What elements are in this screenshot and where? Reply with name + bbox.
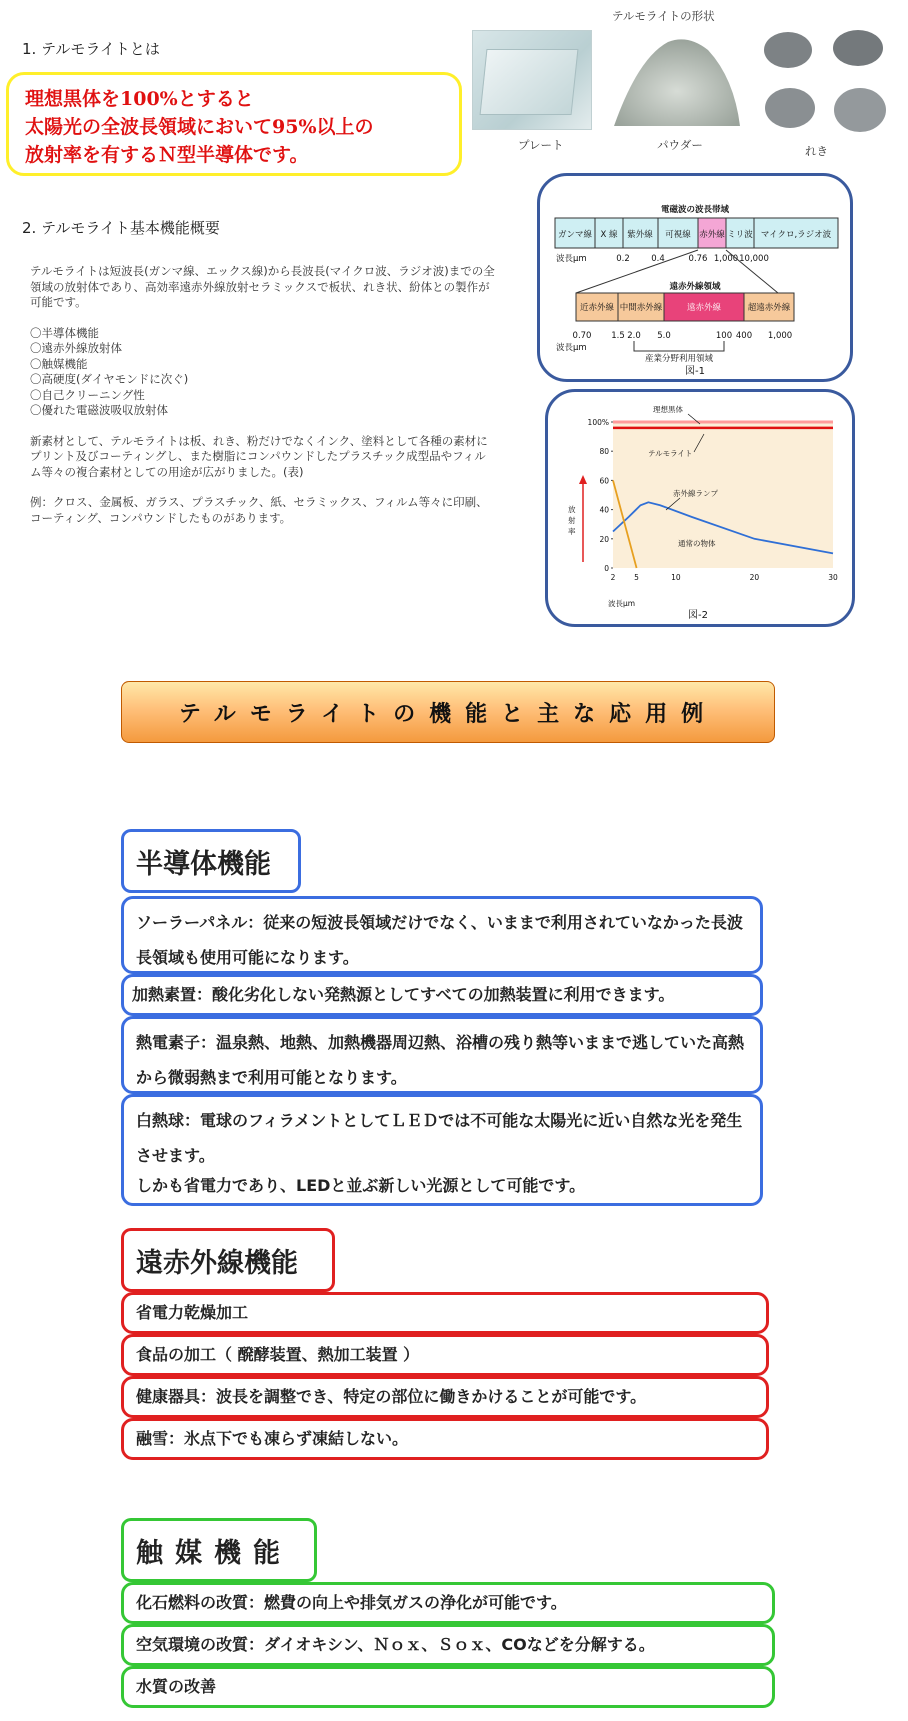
wave-tick: 0.4 <box>651 254 665 264</box>
incandescent-note: しかも省電力であり、LEDと並ぶ新しい光源として可能です。 <box>136 1176 586 1195</box>
catalyst-title: 触媒機能 <box>121 1518 317 1582</box>
x-tick-label: 5 <box>634 573 639 582</box>
wave-tick: 0.76 <box>688 254 708 264</box>
fig1-caption: 図-1 <box>685 366 705 377</box>
wave-tick: 10,000 <box>739 254 769 264</box>
far-infrared-item: 健康器具：波長を調整でき、特定の部位に働きかけることが可能です。 <box>121 1376 769 1418</box>
figure-2 <box>545 389 855 627</box>
wave-label: 波長μm <box>556 254 587 264</box>
feature-item: 〇半導体機能 <box>30 325 99 340</box>
label-ordinary-object: 通常の物体 <box>678 539 716 548</box>
functions-banner: テルモライトの機能と主な応用例 <box>121 681 775 743</box>
sub-tick: 400 <box>735 331 753 341</box>
incandescent-item <box>121 1094 763 1206</box>
solar-panel-item: ソーラーパネル：従来の短波長領域だけでなく、いままで利用されていなかった長波長領域も使用可能になります。 <box>121 896 763 974</box>
chips-caption: れき <box>805 144 828 158</box>
band-label: 赤外線 <box>699 230 725 240</box>
fig1-title: 電磁波の波長帯域 <box>660 205 730 215</box>
x-tick-label: 20 <box>749 573 760 582</box>
highlight-box <box>6 72 462 176</box>
sub-tick: 5.0 <box>657 331 671 341</box>
wave-tick: 0.2 <box>616 254 630 264</box>
sub-band-label: 中間赤外線 <box>619 303 663 313</box>
label-termolite: テルモライト <box>648 449 693 458</box>
chips-image <box>760 28 890 138</box>
y-tick-label: 0 <box>604 564 609 573</box>
plate-caption: プレート <box>518 138 564 152</box>
label-infrared-lamp: 赤外線ランプ <box>673 489 718 498</box>
axis-arrow-head <box>579 475 587 484</box>
heating-element-item: 加熱素置：酸化劣化しない発熱源としてすべての加熱装置に利用できます。 <box>121 974 763 1016</box>
catalyst-item: 水質の改善 <box>121 1666 775 1708</box>
section-heading-1: 1. テルモライトとは <box>22 40 160 58</box>
wave-tick: 1,000 <box>713 254 739 264</box>
figure-1 <box>537 173 853 382</box>
y-tick-label: 80 <box>599 447 609 457</box>
y-tick-label: 100% <box>587 418 609 427</box>
far-infrared-title: 遠赤外線機能 <box>121 1228 335 1292</box>
band-label: X 線 <box>600 230 618 240</box>
y-tick-label: 60 <box>599 476 609 486</box>
fig1-subtitle: 遠赤外線領域 <box>669 282 721 292</box>
semiconductor-title: 半導体機能 <box>121 829 301 893</box>
catalyst-item: 化石燃料の改質：燃費の向上や排気ガスの浄化が可能です。 <box>121 1582 775 1624</box>
x-tick-label: 30 <box>828 573 838 582</box>
photos-title: テルモライトの形状 <box>612 9 715 23</box>
far-infrared-item: 食品の加工（ 醗酵装置、熱加工装置 ） <box>121 1334 769 1376</box>
thermoelectric-item: 熱電素子：温泉熱、地熱、加熱機器周辺熱、浴槽の残り熱等いままで逃していた高熱から微弱熱まで利用可能となります。 <box>121 1016 763 1094</box>
section-heading-2: 2. テルモライト基本機能概要 <box>22 219 220 237</box>
overview-paragraph: 新素材として、テルモライトは板、れき、粉だけでなくインク、塗料として各種の素材にプリント及びコーティングし、また樹脂にコンパウンドしたプラスチック成型品やフィルム等々の複合素材としての用途が広がりました。(表) <box>30 433 488 479</box>
highlight-line: 放射率を有するＮ型半導体です。 <box>25 144 309 166</box>
powder-caption: パウダー <box>657 138 703 152</box>
x-axis-label: 波長μm <box>608 599 636 608</box>
feature-item: 〇遠赤外線放射体 <box>30 341 122 355</box>
sub-tick: 1,000 <box>767 331 793 341</box>
x-tick-label: 2 <box>610 573 616 582</box>
plate-image <box>472 30 592 130</box>
plot-area <box>613 422 833 568</box>
fig2-caption: 図-2 <box>688 610 708 621</box>
powder-image <box>608 28 744 130</box>
sub-band-label: 近赤外線 <box>579 303 615 313</box>
band-label: ミリ波 <box>727 230 753 240</box>
feature-item: 〇高硬度(ダイヤモンドに次ぐ) <box>30 372 189 386</box>
feature-item: 〇触媒機能 <box>30 356 88 371</box>
y-axis-label: 放射率 <box>568 505 576 536</box>
highlight-line: 理想黒体を100%とすると <box>25 88 254 110</box>
band-label: マイクロ,ラジオ波 <box>760 230 832 240</box>
far-infrared-item: 省電力乾燥加工 <box>121 1292 769 1334</box>
feature-item: 〇優れた電磁波吸収放射体 <box>30 403 168 417</box>
industrial-label: 産業分野利用領域 <box>644 354 714 364</box>
label-ideal-blackbody: 理想黒体 <box>653 405 683 414</box>
overview-text <box>30 264 495 541</box>
sub-tick: 0.70 <box>572 331 592 341</box>
sub-tick: 1.5 <box>611 331 625 341</box>
emissivity-chart <box>548 392 852 624</box>
feature-item: 〇自己クリーニング性 <box>30 387 145 402</box>
wave-label: 波長μm <box>556 343 587 353</box>
sub-band-label: 遠赤外線 <box>686 303 722 313</box>
y-tick-label: 20 <box>599 534 609 544</box>
y-tick-label: 40 <box>599 505 609 515</box>
far-infrared-item: 融雪：氷点下でも凍らず凍結しない。 <box>121 1418 769 1460</box>
x-tick-label: 10 <box>671 573 681 582</box>
band-label: 紫外線 <box>627 230 653 240</box>
sub-tick: 2.0 <box>627 331 641 341</box>
highlight-line: 太陽光の全波長領域において95%以上の <box>25 116 374 138</box>
feature-list <box>30 326 495 419</box>
sub-tick: 100 <box>715 331 733 341</box>
band-label: ガンマ線 <box>557 230 593 240</box>
overview-paragraph: 例：クロス、金属板、ガラス、プラスチック、紙、セラミックス、フィルム等々に印刷、コーティング、コンパウンドしたものがあります。 <box>30 495 488 525</box>
band-label: 可視線 <box>665 230 691 240</box>
catalyst-item: 空気環境の改質：ダイオキシン、Ｎｏｘ、Ｓｏｘ、COなどを分解する。 <box>121 1624 775 1666</box>
incandescent-text: 白熱球：電球のフィラメントとしてＬＥＤでは不可能な太陽光に近い自然な光を発生させます。 <box>136 1111 743 1165</box>
sub-band-label: 超遠赤外線 <box>747 303 791 313</box>
overview-paragraph: テルモライトは短波長(ガンマ線、エックス線)から長波長(マイクロ波、ラジオ波)までの全領域の放射体であり、高効率遠赤外線放射セラミックスで板状、れき状、紛体との製作が可能です。 <box>30 264 495 309</box>
